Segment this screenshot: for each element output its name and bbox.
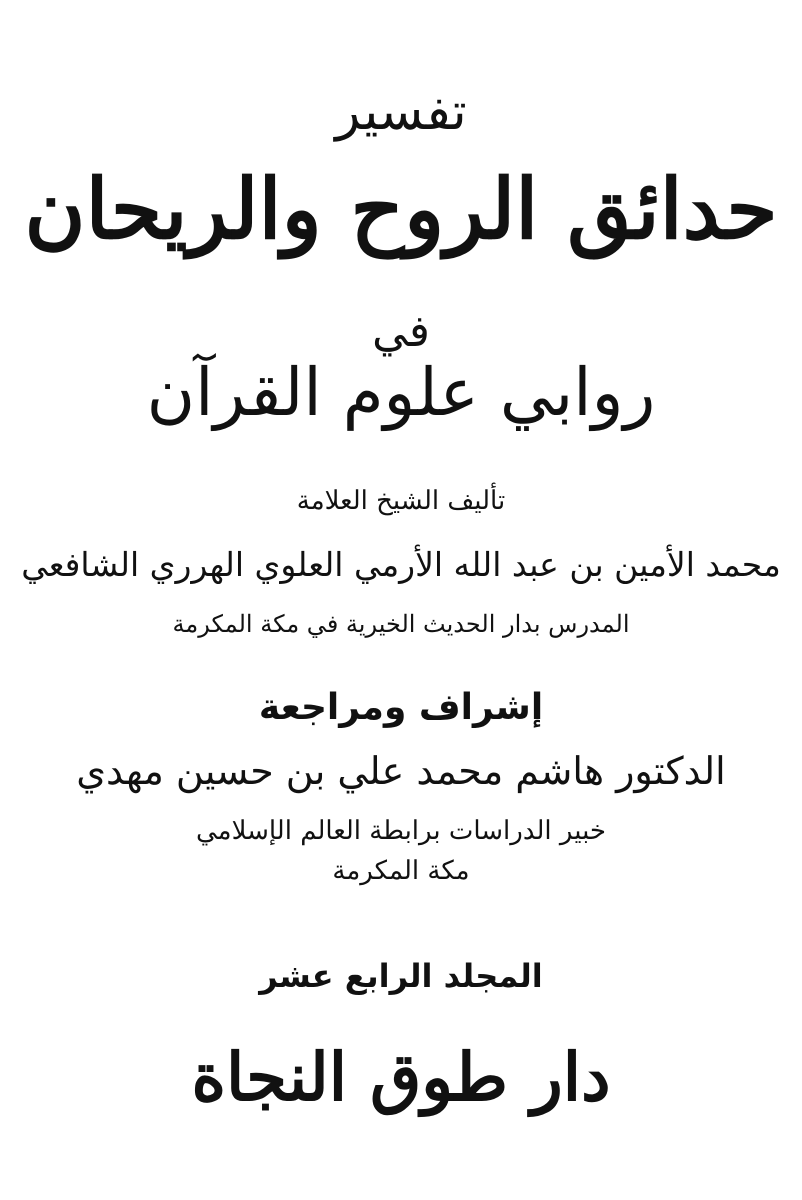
supervisor-name: الدكتور هاشم محمد علي بن حسين مهدي: [76, 749, 726, 793]
book-title: حدائق الروح والريحان: [24, 160, 778, 258]
supervisor-city: مكة المكرمة: [332, 856, 470, 886]
book-subtitle: روابي علوم القرآن: [146, 354, 656, 431]
author-role: المدرس بدار الحديث الخيرية في مكة المكرمة: [172, 610, 630, 638]
volume-label: المجلد الرابع عشر: [259, 957, 543, 995]
author-name: محمد الأمين بن عبد الله الأرمي العلوي الهرري الشافعي: [21, 545, 781, 584]
author-intro: تأليف الشيخ العلامة: [296, 486, 506, 516]
series-label: تفسير: [335, 82, 467, 142]
title-connector: في: [372, 306, 430, 357]
supervisor-role: خبير الدراسات برابطة العالم الإسلامي: [195, 816, 607, 846]
publisher-name: دار طوق النجاة: [191, 1038, 611, 1116]
supervision-label: إشراف ومراجعة: [258, 687, 544, 728]
